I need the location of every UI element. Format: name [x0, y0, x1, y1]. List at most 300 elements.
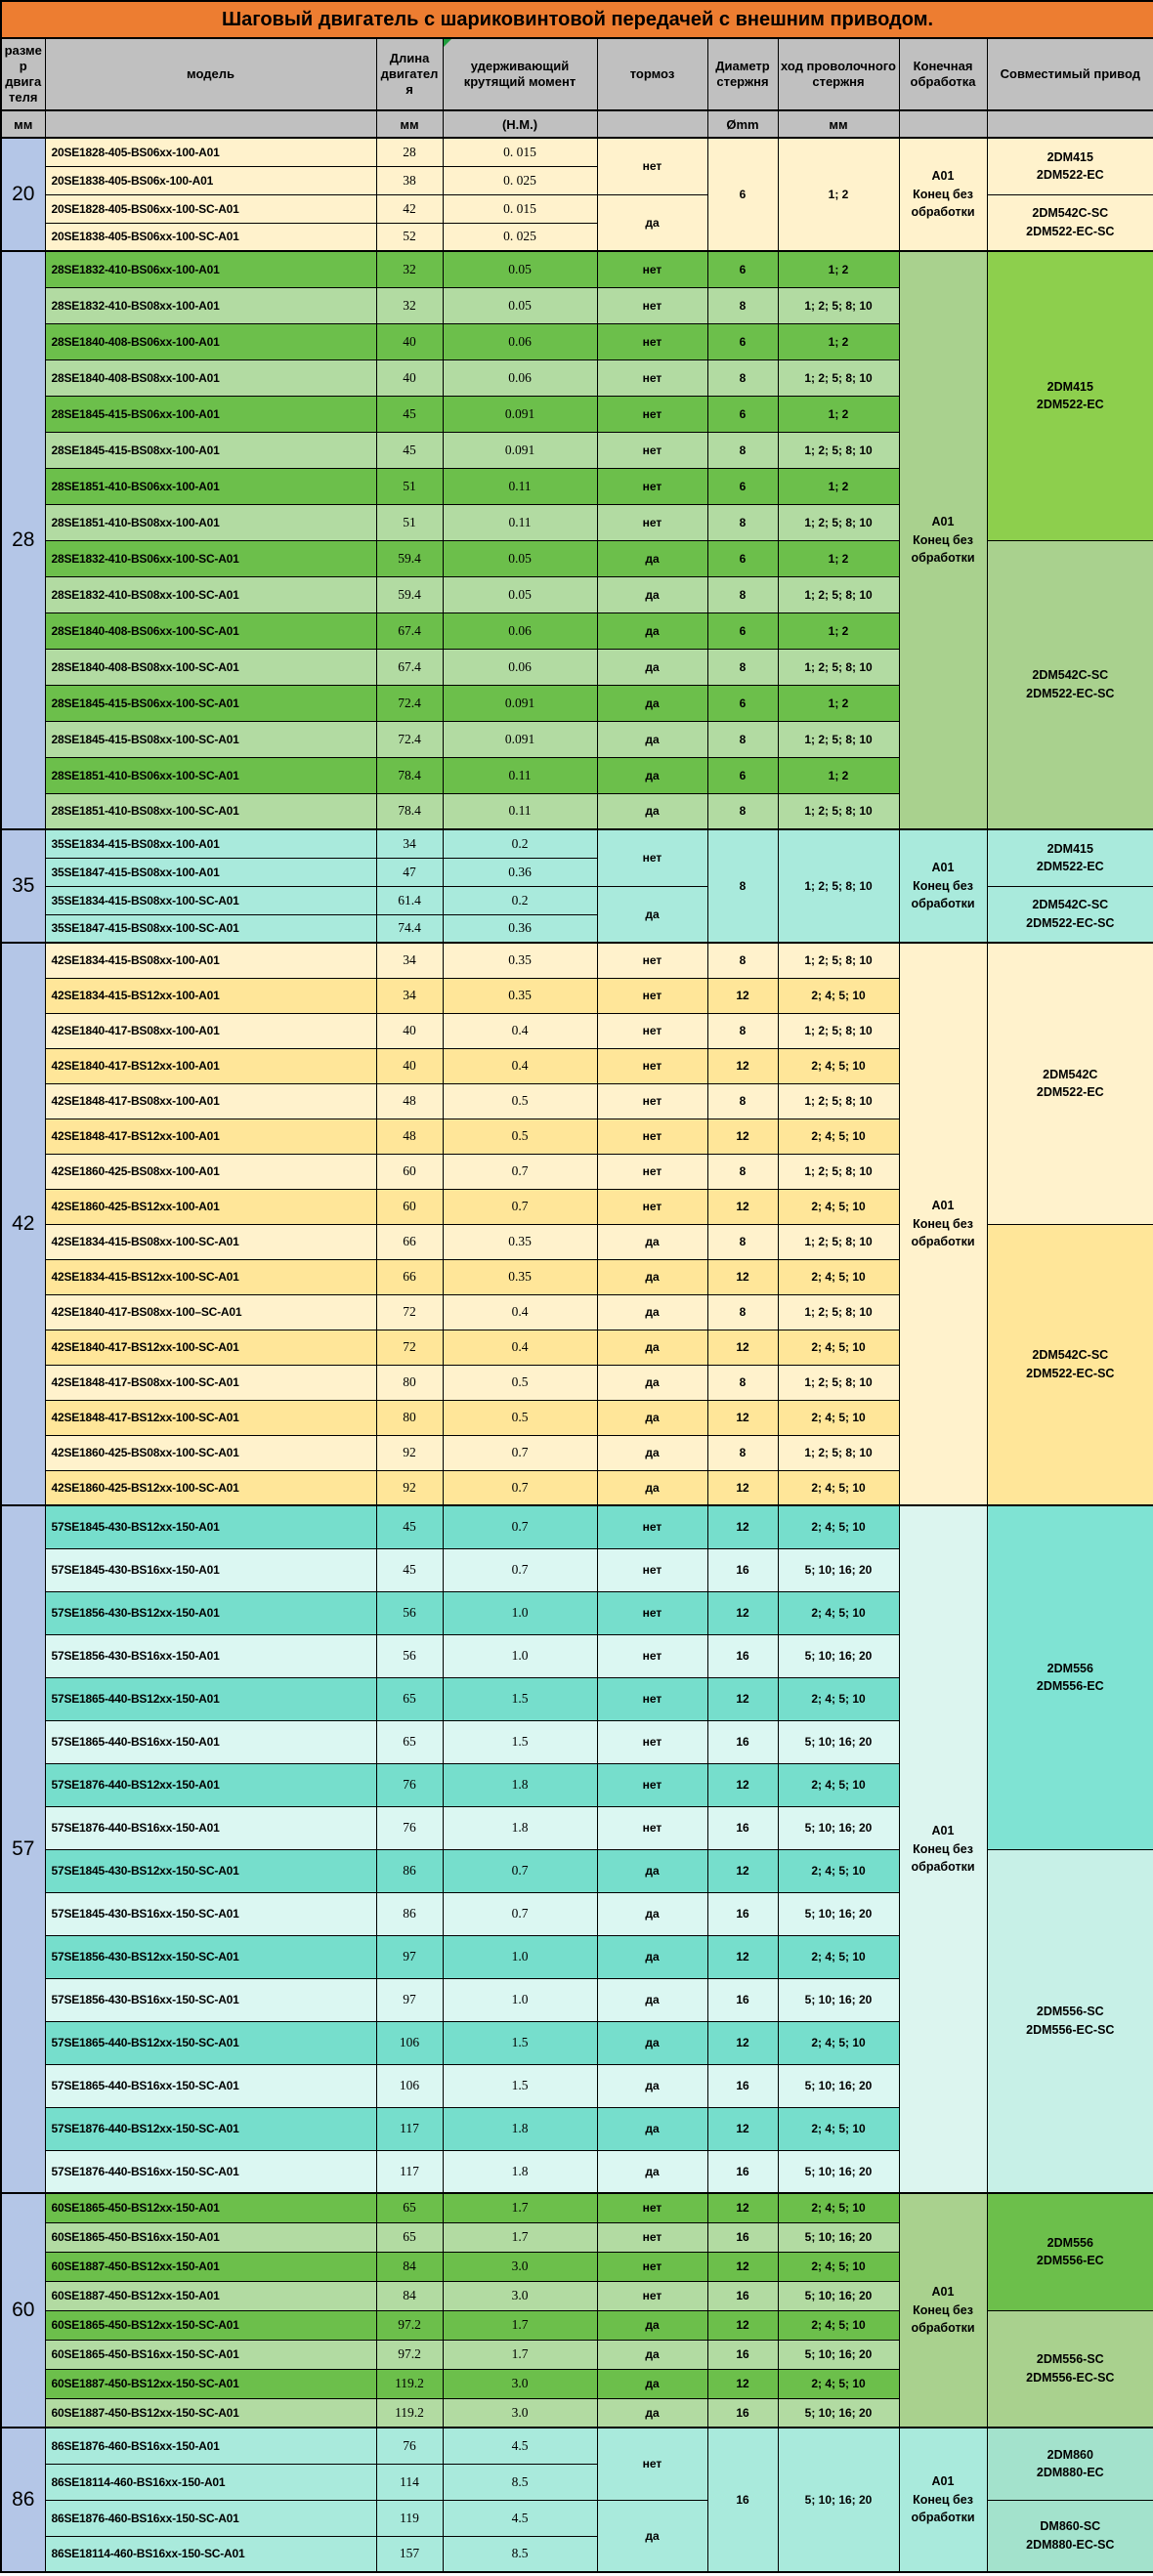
length-cell: 48 [376, 1083, 443, 1119]
brake-cell: да [597, 757, 707, 793]
drive-cell: 2DM556-SC 2DM556-EC-SC [987, 1849, 1153, 2193]
model-cell: 20SE1828-405-BS06xx-100-SC-A01 [45, 194, 376, 223]
diameter-cell: 8 [707, 576, 778, 612]
torque-cell: 1.0 [443, 1935, 597, 1978]
diameter-cell: 8 [707, 1365, 778, 1400]
length-cell: 32 [376, 287, 443, 323]
torque-cell: 0.11 [443, 793, 597, 829]
torque-cell: 1.7 [443, 2222, 597, 2252]
drive-cell: 2DM415 2DM522-EC [987, 251, 1153, 540]
diameter-cell: 6 [707, 757, 778, 793]
diameter-cell: 12 [707, 1591, 778, 1634]
table-row [1, 1505, 1153, 1548]
brake-cell: нет [597, 504, 707, 540]
diameter-cell: 16 [707, 2340, 778, 2369]
diameter-cell: 12 [707, 1330, 778, 1365]
size-cell: 35 [1, 829, 45, 943]
length-cell: 97 [376, 1978, 443, 2021]
brake-cell: да [597, 1978, 707, 2021]
torque-cell: 0.05 [443, 287, 597, 323]
torque-cell: 0.5 [443, 1400, 597, 1435]
unit-drive [987, 110, 1153, 138]
finish-cell: А01 Конец без обработки [899, 1505, 987, 2193]
model-cell: 20SE1838-405-BS06xx-100-SC-A01 [45, 223, 376, 251]
torque-cell: 0.5 [443, 1119, 597, 1154]
length-cell: 45 [376, 396, 443, 432]
unit-length: мм [376, 110, 443, 138]
table-body [1, 138, 1153, 2572]
stroke-cell: 2; 4; 5; 10 [778, 2193, 899, 2222]
unit-stroke: мм [778, 110, 899, 138]
torque-cell: 0.7 [443, 1470, 597, 1505]
stroke-cell: 1; 2; 5; 8; 10 [778, 576, 899, 612]
length-cell: 119 [376, 2500, 443, 2536]
brake-cell: нет [597, 1634, 707, 1677]
model-cell: 57SE1856-430-BS16xx-150-SC-A01 [45, 1978, 376, 2021]
brake-cell: нет [597, 829, 707, 886]
length-cell: 84 [376, 2281, 443, 2310]
diameter-cell: 8 [707, 793, 778, 829]
diameter-cell: 12 [707, 2193, 778, 2222]
stroke-cell: 2; 4; 5; 10 [778, 1259, 899, 1294]
brake-cell: нет [597, 2281, 707, 2310]
size-cell: 20 [1, 138, 45, 251]
length-cell: 65 [376, 2222, 443, 2252]
torque-cell: 0.06 [443, 323, 597, 359]
size-cell: 57 [1, 1505, 45, 2193]
length-cell: 114 [376, 2464, 443, 2500]
brake-cell: да [597, 1259, 707, 1294]
torque-cell: 0.2 [443, 829, 597, 858]
torque-cell: 0.05 [443, 251, 597, 287]
diameter-cell: 12 [707, 1189, 778, 1224]
torque-cell: 0. 025 [443, 166, 597, 194]
unit-diameter: Ømm [707, 110, 778, 138]
length-cell: 86 [376, 1849, 443, 1892]
diameter-cell: 8 [707, 829, 778, 943]
torque-cell: 0.06 [443, 612, 597, 649]
table-row [1, 2428, 1153, 2464]
torque-cell: 3.0 [443, 2369, 597, 2398]
model-cell: 28SE1851-410-BS08xx-100-SC-A01 [45, 793, 376, 829]
model-cell: 60SE1865-450-BS12xx-150-SC-A01 [45, 2310, 376, 2340]
brake-cell: нет [597, 1591, 707, 1634]
length-cell: 45 [376, 1548, 443, 1591]
model-cell: 86SE1876-460-BS16xx-150-A01 [45, 2428, 376, 2464]
stroke-cell: 1; 2 [778, 540, 899, 576]
model-cell: 57SE1876-440-BS16xx-150-SC-A01 [45, 2150, 376, 2193]
stroke-cell: 2; 4; 5; 10 [778, 2252, 899, 2281]
model-cell: 57SE1845-430-BS16xx-150-SC-A01 [45, 1892, 376, 1935]
torque-cell: 1.0 [443, 1591, 597, 1634]
length-cell: 45 [376, 432, 443, 468]
brake-cell: да [597, 194, 707, 251]
torque-cell: 0.4 [443, 1330, 597, 1365]
model-cell: 42SE1840-417-BS08xx-100–SC-A01 [45, 1294, 376, 1330]
model-cell: 60SE1887-450-BS12xx-150-SC-A01 [45, 2398, 376, 2428]
drive-cell: 2DM556 2DM556-EC [987, 1505, 1153, 1849]
torque-cell: 0.11 [443, 757, 597, 793]
model-cell: 35SE1834-415-BS08xx-100-SC-A01 [45, 886, 376, 914]
brake-cell: да [597, 2150, 707, 2193]
diameter-cell: 6 [707, 540, 778, 576]
torque-cell: 0.35 [443, 1224, 597, 1259]
brake-cell: да [597, 612, 707, 649]
torque-cell: 1.5 [443, 1720, 597, 1763]
stroke-cell: 1; 2 [778, 468, 899, 504]
stroke-cell: 2; 4; 5; 10 [778, 1400, 899, 1435]
unit-model [45, 110, 376, 138]
model-cell: 28SE1845-415-BS08xx-100-SC-A01 [45, 721, 376, 757]
brake-cell: да [597, 540, 707, 576]
unit-finish [899, 110, 987, 138]
col-header-brake: тормоз [597, 38, 707, 110]
torque-cell: 0.4 [443, 1013, 597, 1048]
brake-cell: да [597, 1400, 707, 1435]
stroke-cell: 1; 2; 5; 8; 10 [778, 287, 899, 323]
finish-cell: А01 Конец без обработки [899, 2428, 987, 2572]
diameter-cell: 6 [707, 685, 778, 721]
brake-cell: да [597, 1849, 707, 1892]
model-cell: 57SE1845-430-BS16xx-150-A01 [45, 1548, 376, 1591]
title-bar [1, 1, 1153, 38]
diameter-cell: 8 [707, 1013, 778, 1048]
brake-cell: да [597, 2369, 707, 2398]
brake-cell: нет [597, 1154, 707, 1189]
model-cell: 57SE1856-430-BS12xx-150-SC-A01 [45, 1935, 376, 1978]
torque-cell: 0.7 [443, 1189, 597, 1224]
brake-cell: нет [597, 138, 707, 194]
length-cell: 66 [376, 1259, 443, 1294]
drive-cell: 2DM556-SC 2DM556-EC-SC [987, 2310, 1153, 2428]
model-cell: 57SE1865-440-BS16xx-150-A01 [45, 1720, 376, 1763]
brake-cell: нет [597, 432, 707, 468]
length-cell: 119.2 [376, 2369, 443, 2398]
col-header-size: размер двигателя [1, 38, 45, 110]
table-row [1, 829, 1153, 858]
diameter-cell: 12 [707, 1048, 778, 1083]
stroke-cell: 1; 2 [778, 138, 899, 251]
length-cell: 32 [376, 251, 443, 287]
length-cell: 40 [376, 359, 443, 396]
diameter-cell: 16 [707, 2281, 778, 2310]
model-cell: 20SE1838-405-BS06x-100-A01 [45, 166, 376, 194]
stroke-cell: 2; 4; 5; 10 [778, 2021, 899, 2064]
length-cell: 65 [376, 1720, 443, 1763]
stroke-cell: 5; 10; 16; 20 [778, 2398, 899, 2428]
col-header-length: Длина двигателя [376, 38, 443, 110]
stroke-cell: 1; 2; 5; 8; 10 [778, 1294, 899, 1330]
length-cell: 65 [376, 2193, 443, 2222]
torque-cell: 0.36 [443, 914, 597, 943]
torque-cell: 0.4 [443, 1048, 597, 1083]
stroke-cell: 1; 2; 5; 8; 10 [778, 504, 899, 540]
length-cell: 92 [376, 1470, 443, 1505]
torque-cell: 0. 015 [443, 194, 597, 223]
diameter-cell: 6 [707, 138, 778, 251]
model-cell: 42SE1860-425-BS08xx-100-A01 [45, 1154, 376, 1189]
torque-cell: 0.091 [443, 432, 597, 468]
torque-cell: 0.7 [443, 1154, 597, 1189]
finish-cell: А01 Конец без обработки [899, 829, 987, 943]
brake-cell: нет [597, 1763, 707, 1806]
col-header-finish: Конечная обработка [899, 38, 987, 110]
drive-cell: 2DM542C-SC 2DM522-EC-SC [987, 540, 1153, 829]
length-cell: 40 [376, 1048, 443, 1083]
model-cell: 57SE1865-440-BS12xx-150-A01 [45, 1677, 376, 1720]
model-cell: 42SE1848-417-BS08xx-100-SC-A01 [45, 1365, 376, 1400]
model-cell: 35SE1847-415-BS08xx-100-A01 [45, 858, 376, 886]
model-cell: 42SE1834-415-BS08xx-100-SC-A01 [45, 1224, 376, 1259]
length-cell: 65 [376, 1677, 443, 1720]
col-header-drive: Совместимый привод [987, 38, 1153, 110]
length-cell: 60 [376, 1189, 443, 1224]
brake-cell: нет [597, 468, 707, 504]
model-cell: 28SE1832-410-BS06xx-100-A01 [45, 251, 376, 287]
stroke-cell: 2; 4; 5; 10 [778, 1048, 899, 1083]
stroke-cell: 1; 2; 5; 8; 10 [778, 432, 899, 468]
torque-cell: 0.7 [443, 1435, 597, 1470]
brake-cell: да [597, 886, 707, 943]
drive-cell: 2DM542C-SC 2DM522-EC-SC [987, 194, 1153, 251]
torque-cell: 0.35 [443, 943, 597, 978]
brake-cell: да [597, 1365, 707, 1400]
brake-cell: нет [597, 251, 707, 287]
stroke-cell: 1; 2; 5; 8; 10 [778, 1013, 899, 1048]
stroke-cell: 1; 2 [778, 396, 899, 432]
model-cell: 20SE1828-405-BS06xx-100-A01 [45, 138, 376, 166]
table-row [1, 251, 1153, 287]
torque-cell: 0. 015 [443, 138, 597, 166]
torque-cell: 1.8 [443, 2107, 597, 2150]
stroke-cell: 2; 4; 5; 10 [778, 978, 899, 1013]
torque-cell: 3.0 [443, 2281, 597, 2310]
torque-cell: 0.06 [443, 649, 597, 685]
length-cell: 117 [376, 2107, 443, 2150]
diameter-cell: 8 [707, 1083, 778, 1119]
brake-cell: да [597, 1224, 707, 1259]
diameter-cell: 12 [707, 2369, 778, 2398]
torque-cell: 0.5 [443, 1365, 597, 1400]
brake-cell: нет [597, 2193, 707, 2222]
length-cell: 72.4 [376, 685, 443, 721]
units-row [1, 110, 1153, 138]
torque-cell: 0.7 [443, 1505, 597, 1548]
model-cell: 28SE1832-410-BS08xx-100-A01 [45, 287, 376, 323]
torque-cell: 0.7 [443, 1892, 597, 1935]
torque-cell: 0.2 [443, 886, 597, 914]
brake-cell: нет [597, 2222, 707, 2252]
stroke-cell: 1; 2 [778, 612, 899, 649]
model-cell: 60SE1865-450-BS16xx-150-A01 [45, 2222, 376, 2252]
diameter-cell: 12 [707, 1849, 778, 1892]
col-header-torque [443, 38, 597, 110]
diameter-cell: 12 [707, 1677, 778, 1720]
length-cell: 76 [376, 1763, 443, 1806]
length-cell: 80 [376, 1400, 443, 1435]
stroke-cell: 1; 2 [778, 685, 899, 721]
length-cell: 92 [376, 1435, 443, 1470]
torque-cell: 0.5 [443, 1083, 597, 1119]
stroke-cell: 2; 4; 5; 10 [778, 2107, 899, 2150]
length-cell: 72 [376, 1294, 443, 1330]
diameter-cell: 12 [707, 2310, 778, 2340]
stroke-cell: 5; 10; 16; 20 [778, 1892, 899, 1935]
length-cell: 97 [376, 1935, 443, 1978]
length-cell: 67.4 [376, 649, 443, 685]
length-cell: 86 [376, 1892, 443, 1935]
torque-cell: 0.35 [443, 978, 597, 1013]
stroke-cell: 1; 2; 5; 8; 10 [778, 1154, 899, 1189]
brake-cell: да [597, 2064, 707, 2107]
length-cell: 72.4 [376, 721, 443, 757]
torque-cell: 0.7 [443, 1849, 597, 1892]
length-cell: 51 [376, 504, 443, 540]
model-cell: 86SE18114-460-BS16xx-150-A01 [45, 2464, 376, 2500]
model-cell: 57SE1876-440-BS12xx-150-A01 [45, 1763, 376, 1806]
length-cell: 106 [376, 2064, 443, 2107]
model-cell: 57SE1845-430-BS12xx-150-SC-A01 [45, 1849, 376, 1892]
model-cell: 60SE1865-450-BS16xx-150-SC-A01 [45, 2340, 376, 2369]
diameter-cell: 8 [707, 287, 778, 323]
diameter-cell: 12 [707, 2021, 778, 2064]
finish-cell: А01 Конец без обработки [899, 2193, 987, 2428]
brake-cell: нет [597, 1505, 707, 1548]
length-cell: 72 [376, 1330, 443, 1365]
model-cell: 42SE1860-425-BS12xx-100-SC-A01 [45, 1470, 376, 1505]
length-cell: 59.4 [376, 576, 443, 612]
torque-cell: 0.11 [443, 468, 597, 504]
brake-cell: нет [597, 943, 707, 978]
model-cell: 42SE1840-417-BS12xx-100-SC-A01 [45, 1330, 376, 1365]
brake-cell: нет [597, 1048, 707, 1083]
drive-cell: 2DM415 2DM522-EC [987, 829, 1153, 886]
brake-cell: нет [597, 978, 707, 1013]
stroke-cell: 2; 4; 5; 10 [778, 1119, 899, 1154]
model-cell: 42SE1848-417-BS12xx-100-A01 [45, 1119, 376, 1154]
diameter-cell: 6 [707, 251, 778, 287]
torque-cell: 1.5 [443, 1677, 597, 1720]
brake-cell: нет [597, 1119, 707, 1154]
model-cell: 60SE1887-450-BS12xx-150-A01 [45, 2281, 376, 2310]
stroke-cell: 2; 4; 5; 10 [778, 1470, 899, 1505]
brake-cell: нет [597, 1806, 707, 1849]
stroke-cell: 1; 2; 5; 8; 10 [778, 649, 899, 685]
stroke-cell: 2; 4; 5; 10 [778, 1505, 899, 1548]
brake-cell: да [597, 2310, 707, 2340]
table-row [1, 2193, 1153, 2222]
stroke-cell: 2; 4; 5; 10 [778, 1763, 899, 1806]
brake-cell: да [597, 721, 707, 757]
finish-cell: А01 Конец без обработки [899, 943, 987, 1505]
stroke-cell: 1; 2; 5; 8; 10 [778, 721, 899, 757]
length-cell: 34 [376, 829, 443, 858]
brake-cell: да [597, 2398, 707, 2428]
model-cell: 57SE1856-430-BS16xx-150-A01 [45, 1634, 376, 1677]
torque-cell: 1.0 [443, 1634, 597, 1677]
brake-cell: да [597, 2107, 707, 2150]
length-cell: 66 [376, 1224, 443, 1259]
torque-cell: 0.11 [443, 504, 597, 540]
torque-cell: 0.36 [443, 858, 597, 886]
stroke-cell: 1; 2 [778, 251, 899, 287]
model-cell: 28SE1840-408-BS08xx-100-A01 [45, 359, 376, 396]
page-title: Шаговый двигатель с шариковинтовой передачей с внешним приводом. [1, 1, 1153, 38]
length-cell: 42 [376, 194, 443, 223]
brake-cell: да [597, 1435, 707, 1470]
diameter-cell: 12 [707, 1259, 778, 1294]
brake-cell: нет [597, 359, 707, 396]
model-cell: 60SE1865-450-BS12xx-150-A01 [45, 2193, 376, 2222]
torque-cell: 0. 025 [443, 223, 597, 251]
torque-cell: 4.5 [443, 2500, 597, 2536]
length-cell: 47 [376, 858, 443, 886]
model-cell: 28SE1840-408-BS08xx-100-SC-A01 [45, 649, 376, 685]
model-cell: 57SE1865-440-BS16xx-150-SC-A01 [45, 2064, 376, 2107]
length-cell: 52 [376, 223, 443, 251]
diameter-cell: 6 [707, 323, 778, 359]
torque-cell: 1.5 [443, 2021, 597, 2064]
length-cell: 119.2 [376, 2398, 443, 2428]
brake-cell: да [597, 685, 707, 721]
diameter-cell: 6 [707, 396, 778, 432]
stroke-cell: 1; 2 [778, 757, 899, 793]
diameter-cell: 8 [707, 1224, 778, 1259]
torque-cell: 1.7 [443, 2193, 597, 2222]
brake-cell: да [597, 649, 707, 685]
stroke-cell: 2; 4; 5; 10 [778, 2310, 899, 2340]
stroke-cell: 5; 10; 16; 20 [778, 1548, 899, 1591]
length-cell: 28 [376, 138, 443, 166]
diameter-cell: 16 [707, 1634, 778, 1677]
diameter-cell: 12 [707, 1119, 778, 1154]
model-cell: 28SE1845-415-BS08xx-100-A01 [45, 432, 376, 468]
torque-cell: 1.8 [443, 1806, 597, 1849]
model-cell: 42SE1840-417-BS08xx-100-A01 [45, 1013, 376, 1048]
length-cell: 45 [376, 1505, 443, 1548]
brake-cell: нет [597, 2252, 707, 2281]
model-cell: 28SE1851-410-BS08xx-100-A01 [45, 504, 376, 540]
finish-cell: А01 Конец без обработки [899, 251, 987, 829]
stroke-cell: 1; 2; 5; 8; 10 [778, 1365, 899, 1400]
torque-cell: 4.5 [443, 2428, 597, 2464]
diameter-cell: 16 [707, 2064, 778, 2107]
torque-cell: 0.35 [443, 1259, 597, 1294]
stroke-cell: 2; 4; 5; 10 [778, 1677, 899, 1720]
diameter-cell: 12 [707, 978, 778, 1013]
brake-cell: нет [597, 1677, 707, 1720]
length-cell: 78.4 [376, 793, 443, 829]
stroke-cell: 2; 4; 5; 10 [778, 1591, 899, 1634]
model-cell: 42SE1834-415-BS12xx-100-A01 [45, 978, 376, 1013]
brake-cell: нет [597, 1013, 707, 1048]
stroke-cell: 5; 10; 16; 20 [778, 2428, 899, 2572]
drive-cell: DM860-SC 2DM880-EC-SC [987, 2500, 1153, 2572]
model-cell: 60SE1887-450-BS12xx-150-SC-A01 [45, 2369, 376, 2398]
brake-cell: да [597, 1330, 707, 1365]
diameter-cell: 16 [707, 1978, 778, 2021]
length-cell: 38 [376, 166, 443, 194]
length-cell: 60 [376, 1154, 443, 1189]
stroke-cell: 1; 2; 5; 8; 10 [778, 1083, 899, 1119]
model-cell: 60SE1887-450-BS12xx-150-A01 [45, 2252, 376, 2281]
diameter-cell: 6 [707, 468, 778, 504]
diameter-cell: 8 [707, 649, 778, 685]
stroke-cell: 5; 10; 16; 20 [778, 2150, 899, 2193]
size-cell: 86 [1, 2428, 45, 2572]
diameter-cell: 16 [707, 1720, 778, 1763]
stroke-cell: 2; 4; 5; 10 [778, 2369, 899, 2398]
